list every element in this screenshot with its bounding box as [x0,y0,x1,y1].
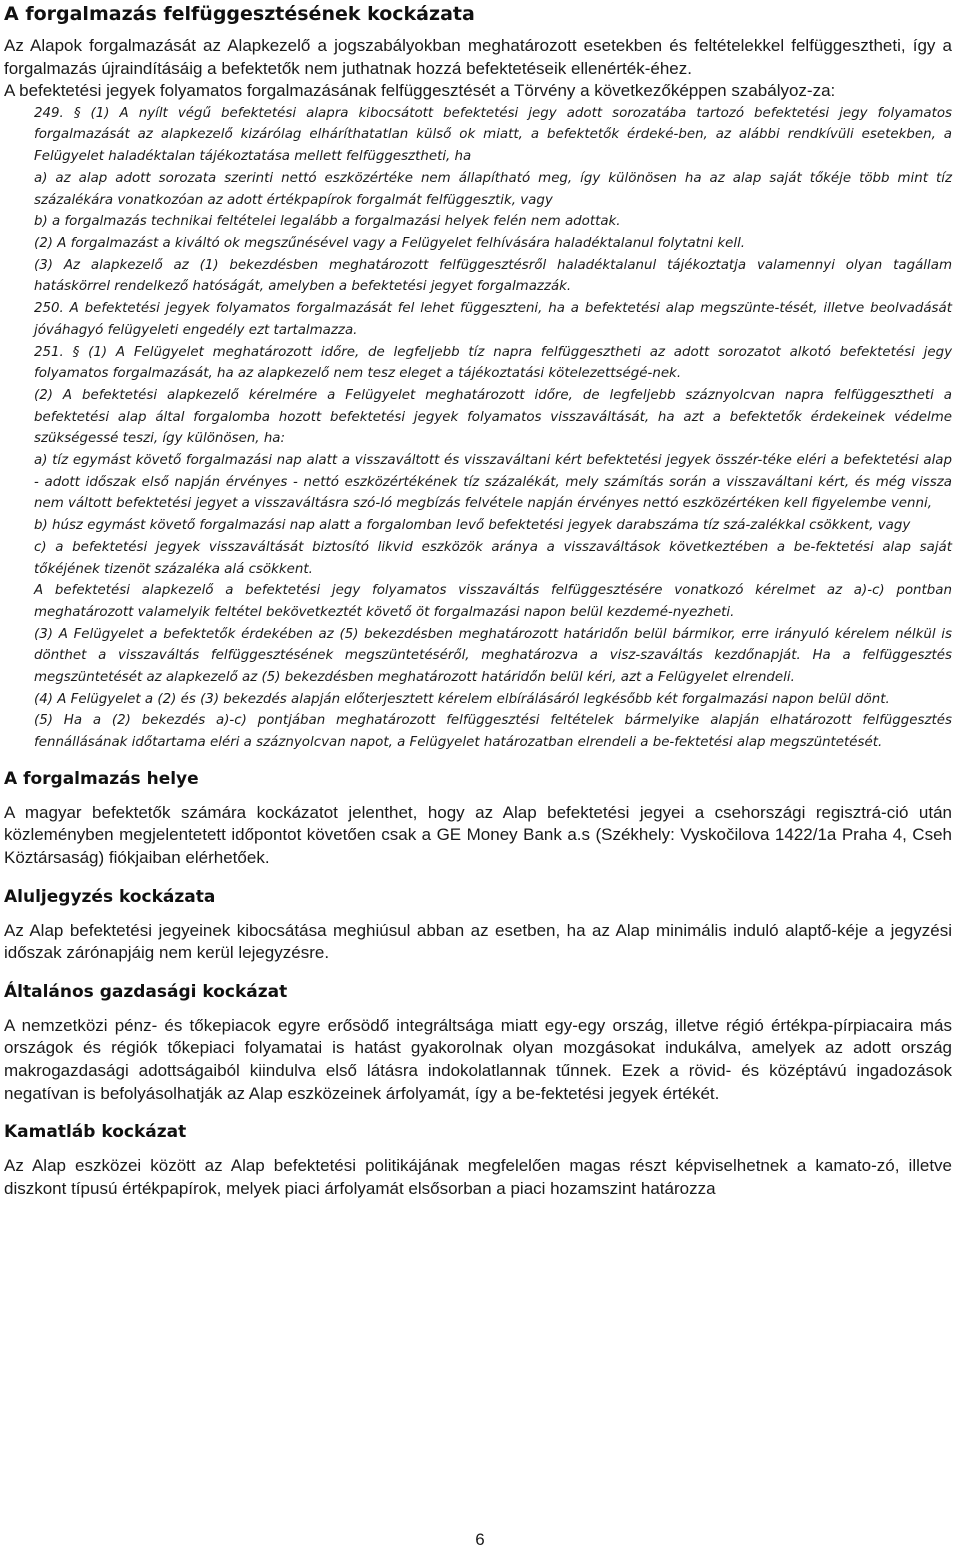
law-paragraph: A befektetési alapkezelő a befektetési jegy folyamatos visszaváltás felfüggesztésére vonatkozó kérelmet az a)-c) pontban meghatározott valamelyik feltétel bekövetkeztét követő öt forgalmazási napon belül kezdemé-nyezheti. [34,583,952,620]
law-paragraph: (2) A forgalmazást a kiváltó ok megszűnésével vagy a Felügyelet felhívására haladéktalanul folytatni kell. [34,236,746,251]
section-body-aluljegyzes: Az Alap befektetési jegyeinek kibocsátása meghiúsul abban az esetben, ha az Alap minimális induló alaptő-kéje a jegyzési időszak zárónapjáig nem kerül lejegyzésre. [4,920,952,963]
page-number: 6 [475,1530,485,1549]
section-heading-forgalmazas-helye: A forgalmazás helye [4,768,199,789]
section-body-forgalmazas-helye: A magyar befektetők számára kockázatot jelenthet, hogy az Alap befektetési jegyei a csehországi regisztrá-ció után közleményben megjelentetett időpontot követően csak a GE Money Bank a.s (Székhely: Vyskočilova 1422/1a Praha 4, Cseh Köztársaság) fiókjaiban elérhetőek. [4,802,952,868]
intro-paragraph: Az Alapok forgalmazását az Alapkezelő a jogszabályokban meghatározott esetekben és feltételekkel felfüggesztheti, így a forgalmazás újraindításáig a befektetők nem juthatnak hozzá befektetéseik ellenérték-éhez. [4,36,952,78]
section-heading-kamatlab: Kamatláb kockázat [4,1122,187,1143]
intro-block [4,35,960,103]
law-paragraph: a) az alap adott sorozata szerinti nettó eszközértéke nem állapítható meg, így különösen ha az alap saját tőkéje több mint tíz százalékára vonatkozóan az adott értékpapírok forgalmát felfüggesztik, vagy [34,170,952,208]
law-paragraph: a) tíz egymást követő forgalmazási nap alatt a visszaváltott és visszaváltani kért befektetési jegyek összér-téke eléri a befektetési alap - adott időszak első napján érvényes - nettó eszközértékének tíz százalékát, mely számítás során a visszaváltani kért, és még vissza nem váltott befektetési jegyet a visszaváltásra szó-ló megbízás felvétele napján érvényes nettó eszközértéken kell figyelembe venni, [34,453,952,512]
law-paragraph: (3) Az alapkezelő az (1) bekezdésben meghatározott felfüggesztésről haladéktalanul tájékoztatja valamennyi olyan tagállam hatáskörrel rendelkező hatóságát, amelyben a befektetési jegyet forgalmazzák. [34,257,952,295]
law-paragraph: (5) Ha a (2) bekezdés a)-c) pontjában meghatározott felfüggesztési feltételek bármelyike alapján elhatározott felfüggesztés fennállásának időtartama eléri a száznyolcvan napot, a Felügyelet határozatban elrendeli a be-fektetési alap megszüntetését. [34,713,952,751]
section-heading-aluljegyzes: Aluljegyzés kockázata [4,886,216,907]
law-paragraph: 250. A befektetési jegyek folyamatos forgalmazását fel lehet függeszteni, ha a befektetési alap megszünte-tését, illetve beolvadását jóváhagyó felügyeleti engedély ezt tartalmazza. [34,301,952,338]
law-paragraph: b) húsz egymást követő forgalmazási nap alatt a forgalomban levő befektetési jegyek darabszáma tíz szá-zalékkal csökkent, vagy [34,518,911,534]
law-paragraph: 251. § (1) A Felügyelet meghatározott időre, de legfeljebb tíz napra felfüggesztheti az adott sorozatot alkotó befektetési jegy folyamatos forgalmazását, ha az alapkezelő nem tesz eleget a tájékoztatási kötelezettségé-nek. [34,344,952,382]
page-title: A forgalmazás felfüggesztésének kockázata [4,3,475,25]
law-paragraph: 249. § (1) A nyílt végű befektetési alapra kibocsátott befektetési jegy adott sorozatába tartozó befektetési jegy folyamatos forgalmazását az alapkezelő kizárólag elháríthatatlan külső ok miatt, a befektetők érdeké-ben, az alábbi rendkívüli esetekben, a Felügyelet haladéktalan tájékoztatása mellett felfüggesztheti, ha [34,105,952,165]
section-heading-altalanos-gazdasagi: Általános gazdasági kockázat [4,981,288,1002]
law-paragraph: b) a forgalmazás technikai feltételei legalább a forgalmazási helyek felén nem adottak. [34,214,621,230]
law-paragraph: (3) A Felügyelet a befektetők érdekében az (5) bekezdésben meghatározott határidőn belül bármikor, erre irányuló kérelem nélkül is dönthet a visszaváltás felfüggesztésének megszüntetéséről, meghatározva a visz-szaváltás kezdőnapját. Ha a felfüggesztés megszüntetését az alapkezelő az (5) bekezdésben meghatározott határidőn belül kéri, azt a Felügyelet elrendeli. [34,626,952,686]
law-paragraph: (2) A befektetési alapkezelő kérelmére a Felügyelet meghatározott időre, de legfeljebb száznyolcvan napra felfüggesztheti a befektetési alap által forgalomba hozott befektetési jegyek folyamatos visszaváltását, ha azt a befektetők érdekeinek védelme szükségessé teszi, így különösen, ha: [34,387,952,447]
section-body-altalanos-gazdasagi: A nemzetközi pénz- és tőkepiacok egyre erősödő integráltsága miatt egy-egy ország, illetve régió értékpa-pírpiacaira más országok és régiók tőkepiaci folyamatai is hatást gyakorolnak olyan mozgásokat indukálva, amelyek az adott ország makrogazdasági adottságaiból kiindulva első látásra indokolatlannak tűnnek. Ezek a rövid- és középtávú ingadozások negatívan is befolyásolhatják az Alap eszközeinek árfolyamát, így a be-fektetési jegyek értékét. [4,1015,952,1103]
law-quote [4,103,960,754]
law-paragraph: (4) A Felügyelet a (2) és (3) bekezdés alapján előterjesztett kérelem elbírálásáról legkésőbb két forgalmazási napon belül dönt. [34,691,890,707]
law-paragraph: c) a befektetési jegyek visszaváltását biztosító likvid eszközök aránya a visszaváltások következtében a be-fektetési alap saját tőkéjének tizenöt százaléka alá csökkent. [34,539,952,577]
section-body-kamatlab: Az Alap eszközei között az Alap befektetési politikájának megfelelően magas részt képviselhetnek a kamato-zó, illetve diszkont típusú értékpapírok, melyek piaci árfolyamát elsősorban a piaci hozamszint határozza [4,1156,952,1198]
intro-paragraph: A befektetési jegyek folyamatos forgalmazásának felfüggesztését a Törvény a következőképpen szabályoz-za: [4,81,836,101]
